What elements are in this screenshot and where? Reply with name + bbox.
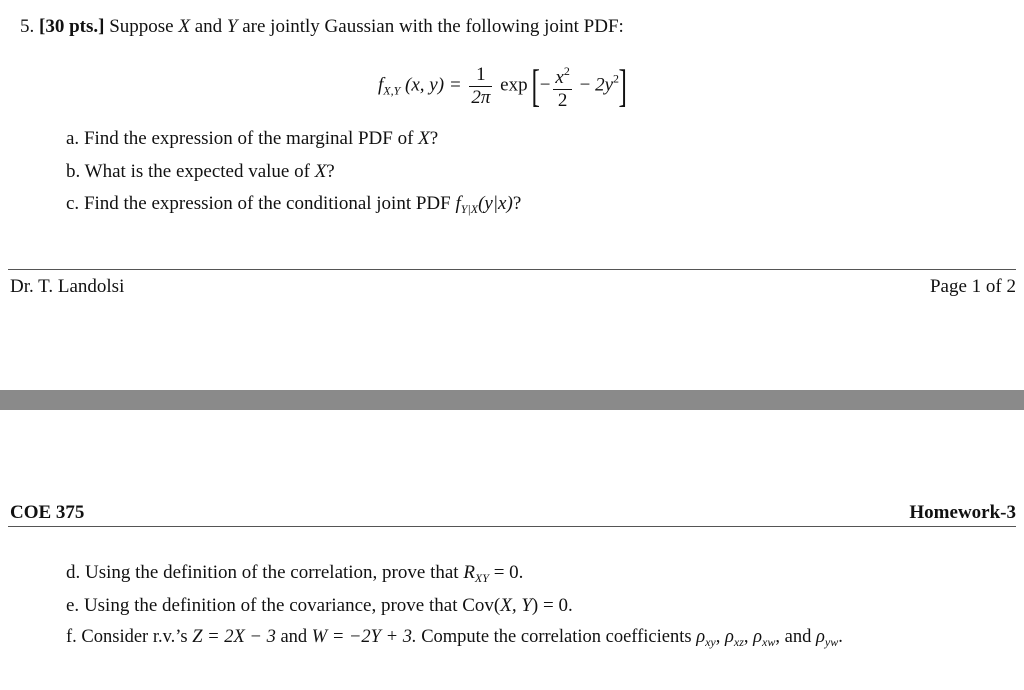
left-bracket: [ (531, 60, 541, 111)
x2-base: x (555, 67, 564, 88)
part-d-math: R (463, 562, 475, 583)
part-f-text-a: Consider r.v.’s (81, 627, 188, 647)
part-c-math-tail: (y|x) (478, 193, 513, 214)
part-a-math: X (418, 128, 430, 149)
part-a-tail: ? (429, 128, 439, 149)
part-f-end: . (838, 627, 843, 647)
part-d-tail: = 0. (488, 562, 524, 583)
footer-page-number: Page 1 of 2 (929, 276, 1016, 297)
part-f-and1: and (280, 627, 308, 647)
header-assignment: Homework-3 (909, 502, 1016, 523)
rho-xy-sub: xy (705, 635, 716, 649)
coefficient-fraction (469, 64, 492, 109)
intro-text-a: Suppose (109, 16, 174, 37)
rho-yw-sub: yw (824, 635, 839, 649)
var-x: X (178, 16, 190, 37)
problem-number: 5. (20, 16, 35, 37)
coef-numerator: 1 (469, 64, 492, 87)
part-d-label: d. (66, 562, 81, 583)
rho-xz: $\rho_{xz}$ (725, 627, 744, 649)
part-b (66, 161, 335, 183)
part-c (66, 193, 521, 217)
part-d-text: Using the definition of the correlation, prove that (85, 562, 459, 583)
part-b-tail: ? (326, 161, 335, 182)
exp-word: exp (500, 74, 528, 96)
part-a (66, 128, 438, 150)
x-squared-fraction (553, 60, 571, 112)
part-a-label: a. (66, 128, 80, 149)
part-f-eq2: W = −2Y + 3. (311, 627, 417, 647)
and-word: and (194, 16, 223, 37)
part-c-text: Find the expression of the conditional joint PDF (83, 193, 451, 214)
problem-points: [30 pts.] (39, 16, 105, 37)
part-e-label: e. (66, 595, 80, 616)
page-break-band (0, 390, 1024, 410)
part-c-tail: ? (512, 193, 522, 214)
term-2y-exponent: 2 (613, 71, 619, 86)
right-bracket: ] (618, 60, 627, 111)
footer-rule (8, 269, 1016, 270)
part-f-label: f. (66, 627, 77, 647)
var-y: Y (226, 16, 238, 37)
part-f-text-b: Compute the correlation coefficients (421, 627, 692, 647)
rho-xw: $\rho_{xw}$ (753, 627, 776, 649)
part-f: f. Consider r.v.’s Z = 2X − 3 and W = −2Y + 3. Compute the correlation coefficients $\rho_{xy}$, $\rho_{xz}$, $\rho_{xw}$, and $\rho_{yw}$. (66, 627, 843, 649)
part-e-math: X, Y (500, 595, 532, 616)
minus-sign: − (539, 74, 551, 96)
term-2y: 2y (595, 74, 613, 96)
x2-exponent: 2 (563, 64, 570, 78)
formula-f: f (378, 74, 384, 96)
rho-yw: $\rho_{yw}$ (815, 627, 839, 649)
formula-args: (x, y) = (405, 74, 462, 96)
part-e-tail: ) = 0. (531, 595, 573, 616)
x2-numerator (553, 60, 571, 90)
part-c-label: c. (66, 193, 80, 214)
footer-author: Dr. T. Landolsi (10, 276, 125, 297)
joint-pdf-formula (378, 60, 626, 116)
x2-denominator: 2 (557, 90, 568, 111)
part-d-math-sub: XY (474, 571, 489, 585)
part-c-math: f (455, 193, 461, 214)
part-f-and2: and (784, 627, 812, 647)
coef-denominator: 2π (471, 86, 491, 108)
minus-sign-2: − (579, 74, 591, 96)
intro-text-b: are jointly Gaussian with the following joint PDF: (242, 16, 624, 37)
part-e-text: Using the definition of the covariance, prove that Cov( (83, 595, 501, 616)
part-c-math-sub: Y|X (460, 202, 479, 216)
part-e (66, 595, 573, 617)
part-a-text: Find the expression of the marginal PDF of (83, 128, 414, 149)
part-b-text: What is the expected value of (84, 161, 310, 182)
part-d (66, 562, 523, 586)
part-b-label: b. (66, 161, 81, 182)
problem-statement (20, 16, 624, 38)
rho-xz-sub: xz (733, 635, 744, 649)
header-course: COE 375 (10, 502, 85, 523)
part-b-math: X (314, 161, 327, 182)
header-rule (8, 526, 1016, 527)
formula-f-sub: X,Y (383, 83, 401, 98)
part-f-eq1: Z = 2X − 3 (192, 627, 276, 647)
rho-xw-sub: xw (762, 635, 776, 649)
rho-xy: $\rho_{xy}$ (696, 627, 716, 649)
